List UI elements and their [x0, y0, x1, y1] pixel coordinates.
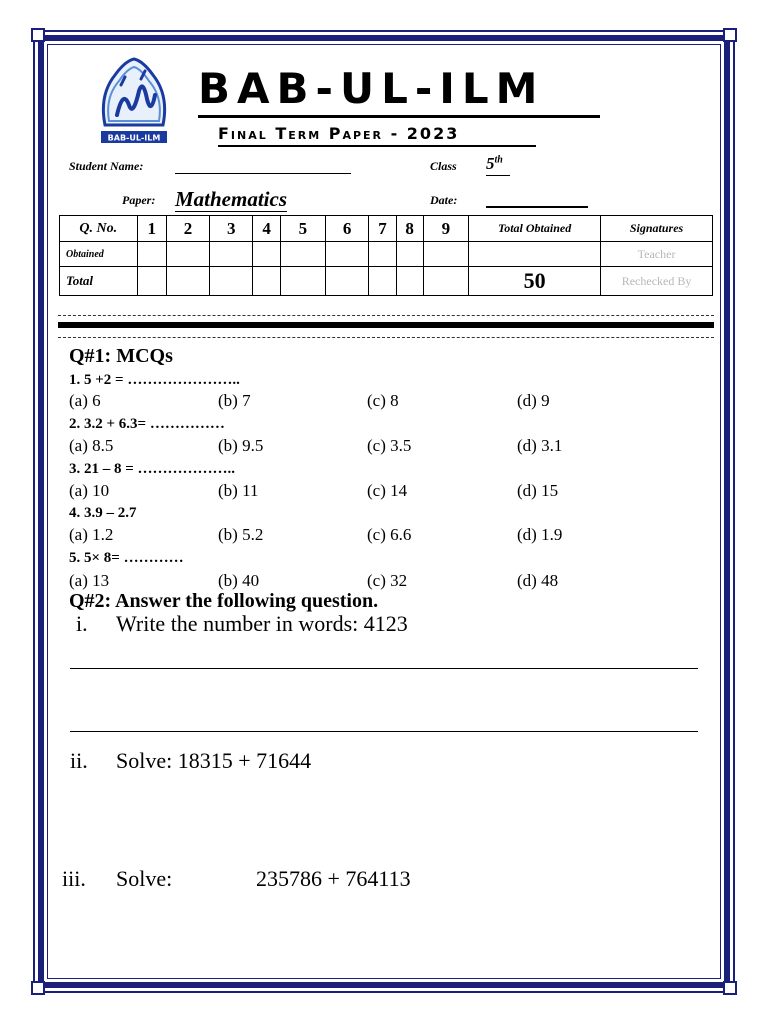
- dashed-separator-bottom: [58, 337, 714, 338]
- total-row: [60, 267, 713, 296]
- mcq-4-option-c[interactable]: (c) 6.6: [367, 525, 412, 544]
- border-corner-bottom-left: [31, 981, 45, 995]
- header-q8: 8: [396, 216, 423, 242]
- mcq-2-option-c[interactable]: (c) 3.5: [367, 436, 412, 455]
- q2-part-3-number: iii.: [62, 866, 86, 891]
- mcq-5-option-a[interactable]: (a) 13: [69, 571, 110, 590]
- q1-title: Q#1: MCQs: [69, 345, 173, 367]
- mcq-3-option-c[interactable]: (c) 14: [367, 481, 408, 500]
- total-cell: [369, 267, 396, 296]
- mcq-question-5: 5. 5× 8= …………: [69, 550, 184, 566]
- mcq-3-option-b[interactable]: (b) 11: [218, 481, 259, 500]
- total-marks-value: 50: [469, 267, 601, 296]
- mcq-question-1: 1. 5 +2 = …………………..: [69, 372, 240, 388]
- q2-part-1-text: Write the number in words: 4123: [116, 611, 408, 636]
- mcq-3-option-d[interactable]: (d) 15: [517, 481, 559, 500]
- class-value: 5: [486, 154, 495, 173]
- class-suffix: th: [494, 154, 503, 166]
- mcq-4-option-b[interactable]: (b) 5.2: [218, 525, 264, 544]
- mcq-question-3: 3. 21 – 8 = ………………..: [69, 461, 236, 477]
- page-border-inner: [47, 44, 721, 979]
- marks-table-header-row: [60, 216, 713, 242]
- school-name-underline: [198, 115, 600, 118]
- q2-part-2-text: Solve: 18315 + 71644: [116, 748, 312, 773]
- header-qno: Q. No.: [60, 216, 138, 242]
- border-corner-top-left: [31, 28, 45, 42]
- student-name-field[interactable]: [175, 173, 351, 174]
- obtained-cell[interactable]: [423, 242, 468, 267]
- mcq-5-option-b[interactable]: (b) 40: [218, 571, 260, 590]
- total-cell: [396, 267, 423, 296]
- date-label: Date:: [430, 193, 458, 207]
- header-q3: 3: [210, 216, 253, 242]
- total-cell: [253, 267, 280, 296]
- obtained-cell[interactable]: [369, 242, 396, 267]
- obtained-cell[interactable]: [166, 242, 209, 267]
- border-corner-bottom-right: [723, 981, 737, 995]
- q2-part-1-number: i.: [76, 611, 88, 636]
- header-q6: 6: [326, 216, 369, 242]
- date-field[interactable]: [486, 206, 588, 208]
- q2-title: Q#2: Answer the following question.: [69, 590, 379, 612]
- class-label: Class: [430, 159, 457, 173]
- mcq-2-option-b[interactable]: (b) 9.5: [218, 436, 264, 455]
- paper-label: Paper:: [122, 193, 156, 207]
- q2-part-3-expression: 235786 + 764113: [256, 866, 411, 891]
- q2-part-3-text: Solve:: [116, 866, 173, 891]
- header-q5: 5: [280, 216, 325, 242]
- mcq-5-option-d[interactable]: (d) 48: [517, 571, 559, 590]
- subtitle-underline: [218, 145, 536, 147]
- obtained-cell[interactable]: [253, 242, 280, 267]
- total-row-label: Total: [60, 267, 138, 296]
- mcq-question-2: 2. 3.2 + 6.3= ……………: [69, 416, 225, 432]
- header-total-obtained: Total Obtained: [469, 216, 601, 242]
- school-name: BAB-UL-ILM: [198, 64, 545, 113]
- obtained-row: [60, 242, 713, 267]
- class-field[interactable]: [486, 154, 510, 176]
- mcq-2-option-d[interactable]: (d) 3.1: [517, 436, 563, 455]
- total-cell: [280, 267, 325, 296]
- header-q4: 4: [253, 216, 280, 242]
- total-cell: [326, 267, 369, 296]
- obtained-row-label: Obtained: [60, 242, 138, 267]
- q2-part-2-number: ii.: [70, 748, 88, 773]
- mcq-3-option-a[interactable]: (a) 10: [69, 481, 110, 500]
- header-q7: 7: [369, 216, 396, 242]
- total-cell: [423, 267, 468, 296]
- marks-table: [59, 215, 713, 296]
- dashed-separator-top: [58, 315, 714, 316]
- mcq-question-4: 4. 3.9 – 2.7: [69, 505, 137, 521]
- header-q9: 9: [423, 216, 468, 242]
- total-cell: [210, 267, 253, 296]
- teacher-signature-cell[interactable]: Teacher: [601, 242, 713, 267]
- mcq-4-option-d[interactable]: (d) 1.9: [517, 525, 563, 544]
- obtained-cell[interactable]: [210, 242, 253, 267]
- mcq-5-option-c[interactable]: (c) 32: [367, 571, 408, 590]
- school-logo: [95, 55, 173, 147]
- mcq-2-option-a[interactable]: (a) 8.5: [69, 436, 114, 455]
- total-cell: [137, 267, 166, 296]
- mcq-1-option-a[interactable]: (a) 6: [69, 391, 101, 410]
- paper-subtitle: Final Term Paper - 2023: [218, 124, 460, 143]
- obtained-cell[interactable]: [326, 242, 369, 267]
- border-corner-top-right: [723, 28, 737, 42]
- mcq-4-option-a[interactable]: (a) 1.2: [69, 525, 114, 544]
- thick-separator: [58, 322, 714, 328]
- total-cell: [166, 267, 209, 296]
- obtained-cell[interactable]: [137, 242, 166, 267]
- header-q2: 2: [166, 216, 209, 242]
- mcq-1-option-c[interactable]: (c) 8: [367, 391, 399, 410]
- total-obtained-cell[interactable]: [469, 242, 601, 267]
- mcq-1-option-b[interactable]: (b) 7: [218, 391, 251, 410]
- header-signatures: Signatures: [601, 216, 713, 242]
- student-name-label: Student Name:: [69, 159, 144, 173]
- logo-caption: BAB-UL-ILM: [107, 133, 161, 143]
- obtained-cell[interactable]: [396, 242, 423, 267]
- obtained-cell[interactable]: [280, 242, 325, 267]
- answer-line-2[interactable]: [70, 731, 698, 732]
- paper-value: Mathematics: [175, 187, 288, 211]
- answer-line-1[interactable]: [70, 668, 698, 669]
- header-q1: 1: [137, 216, 166, 242]
- rechecked-signature-cell[interactable]: Rechecked By: [601, 267, 713, 296]
- mcq-1-option-d[interactable]: (d) 9: [517, 391, 550, 410]
